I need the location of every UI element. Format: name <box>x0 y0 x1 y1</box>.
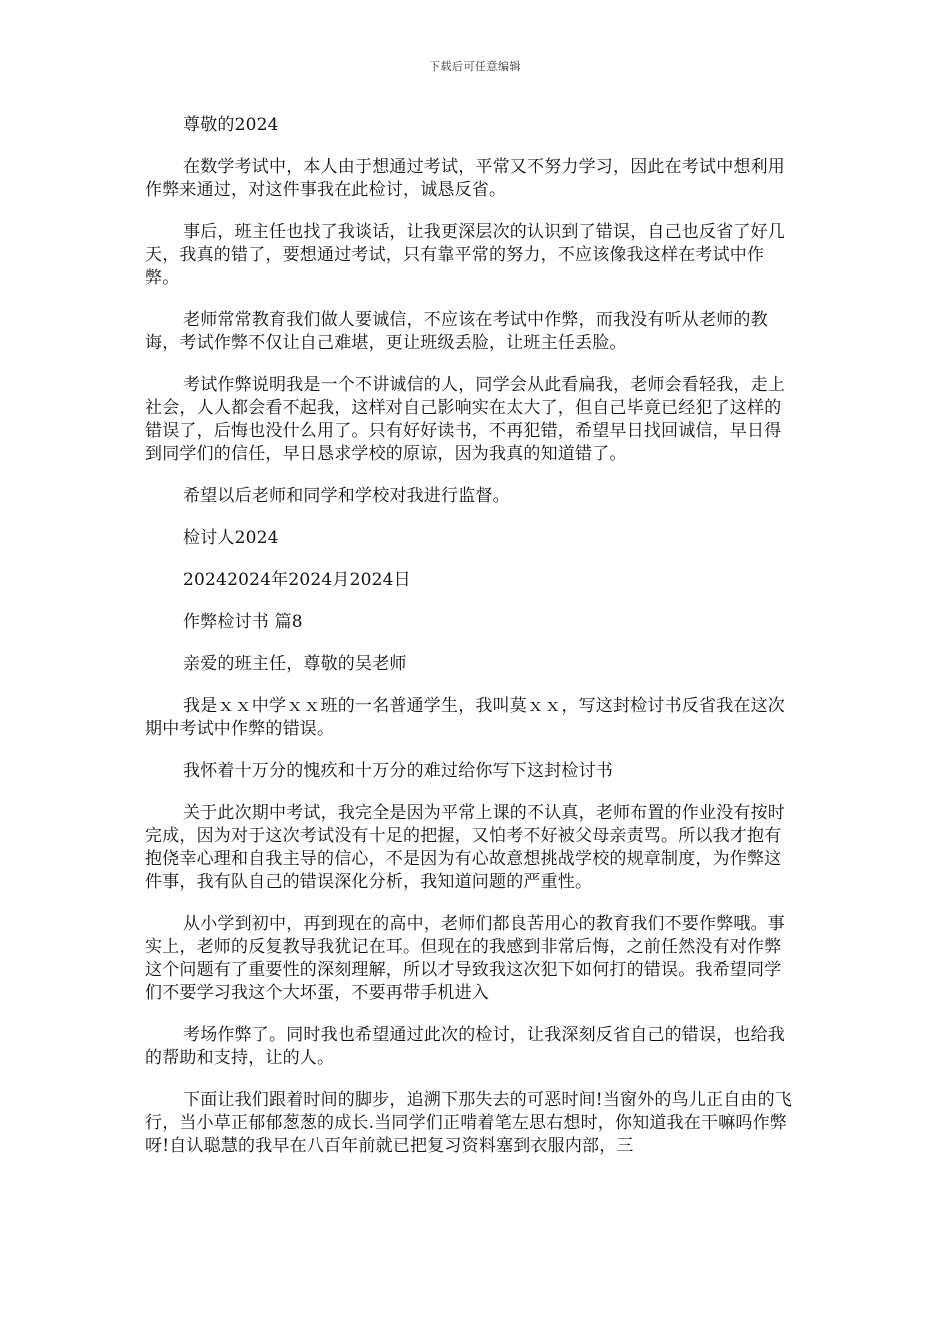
document-body <box>145 114 797 1177</box>
section-title: 作弊检讨书 篇8 <box>183 612 303 632</box>
salutation: 亲爱的班主任，尊敬的吴老师 <box>183 654 407 674</box>
paragraph: 我怀着十万分的愧疚和十万分的难过给你写下这封检讨书 <box>183 761 613 781</box>
paragraph: 老师常常教育我们做人要诚信，不应该在考试中作弊，而我没有听从老师的教诲，考试作弊不仅让自己难堪，更让班级丢脸，让班主任丢脸。 <box>145 310 768 353</box>
paragraph: 从小学到初中，再到现在的高中，老师们都良苦用心的教育我们不要作弊哦。事实上，老师的反复教导我犹记在耳。但现在的我感到非常后悔，之前任然没有对作弊这个问题有了重要性的深刻理解，所以才导致我这次犯下如何打的错误。我希望同学们不要学习我这个大坏蛋，不要再带手机进入 <box>145 914 785 1003</box>
salutation: 尊敬的2024 <box>183 115 279 135</box>
paragraph: 事后，班主任也找了我谈话，让我更深层次的认识到了错误，自己也反省了好几天，我真的错了，要想通过考试，只有靠平常的努力，不应该像我这样在考试中作弊。 <box>145 222 785 288</box>
signature-line: 检讨人2024 <box>183 528 279 548</box>
paragraph: 希望以后老师和同学和学校对我进行监督。 <box>183 486 510 506</box>
paragraph: 考场作弊了。同时我也希望通过此次的检讨，让我深刻反省自己的错误，也给我的帮助和支持，让的人。 <box>145 1025 785 1068</box>
paragraph: 考试作弊说明我是一个不讲诚信的人，同学会从此看扁我，老师会看轻我，走上社会，人人都会看不起我，这样对自己影响实在太大了，但自己毕竟已经犯了这样的错误了，后悔也没什么用了。只有好好读书，不再犯错，希望早日找回诚信，早日得到同学们的信任，早日恳求学校的原谅，因为我真的知道错了。 <box>145 375 785 464</box>
header-note: 下载后可任意编辑 <box>429 60 521 73</box>
date-line: 20242024年2024月2024日 <box>183 570 411 590</box>
paragraph: 在数学考试中，本人由于想通过考试，平常又不努力学习，因此在考试中想利用作弊来通过，对这件事我在此检讨，诚恳反省。 <box>145 157 785 200</box>
paragraph: 下面让我们跟着时间的脚步，追溯下那失去的可恶时间!当窗外的鸟儿正自由的飞行，当小草正郁郁葱葱的成长.当同学们正啃着笔左思右想时，你知道我在干嘛吗作弊呀!自认聪慧的我早在八百年前就已把复习资料塞到衣服内部，三 <box>145 1090 793 1156</box>
paragraph: 我是ｘｘ中学ｘｘ班的一名普通学生，我叫莫ｘｘ，写这封检讨书反省我在这次期中考试中作弊的错误。 <box>145 696 785 739</box>
paragraph: 关于此次期中考试，我完全是因为平常上课的不认真，老师布置的作业没有按时完成，因为对于这次考试没有十足的把握，又怕考不好被父母亲责骂。所以我才抱有抱侥幸心理和自我主导的信心，不是因为有心故意想挑战学校的规章制度，为作弊这件事，我有队自己的错误深化分析，我知道问题的严重性。 <box>145 803 785 892</box>
